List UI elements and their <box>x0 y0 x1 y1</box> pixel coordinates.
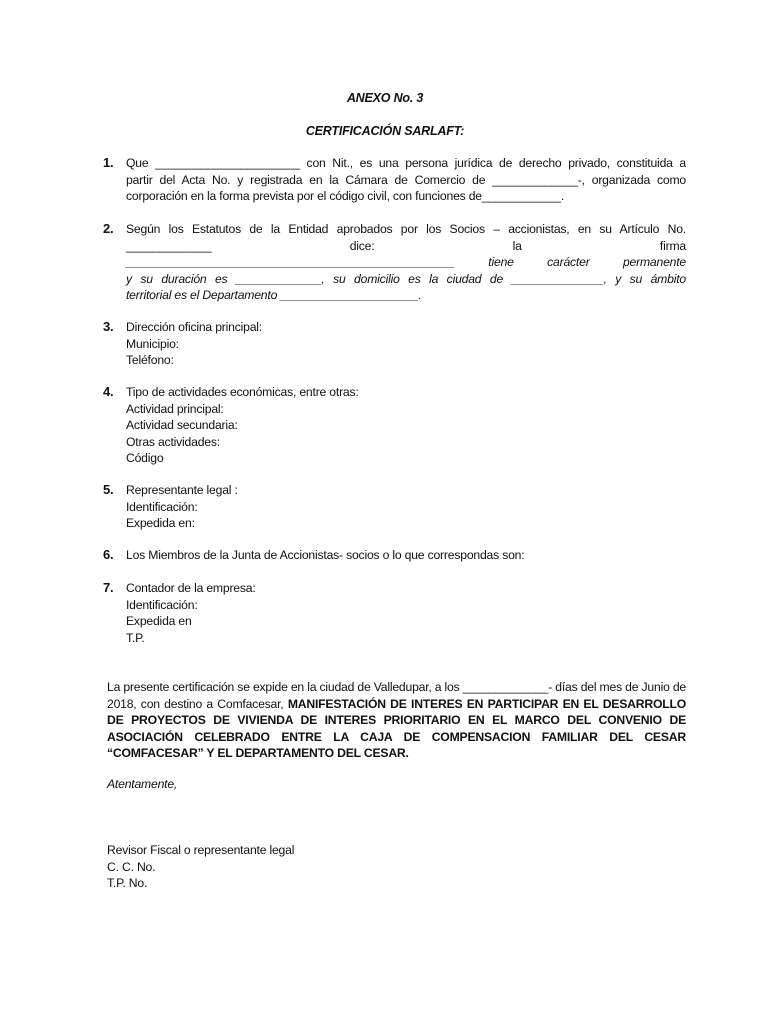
item-line: Actividad principal: <box>126 401 224 416</box>
item-line: Identificación: <box>126 499 198 514</box>
item-3 <box>103 319 686 369</box>
certification-purpose: MANIFESTACIÓN DE INTERES EN PARTICIPAR EN EL DESARROLLO DE PROYECTOS DE VIVIENDA DE INTERES PRIORITARIO EN EL MARCO DEL CONVENIO DE ASOCIACIÓN CELEBRADO ENTRE LA CAJA DE COMPENSACION FAMILIAR DEL CESAR “COMFACESAR” Y EL DEPARTAMENTO DEL CESAR. <box>107 696 687 760</box>
item-number: 1. <box>103 155 114 170</box>
item-line: Que ______________________ con Nit., es una persona jurídica de derecho privado, constituida a <box>126 156 686 170</box>
item-4 <box>103 384 686 467</box>
item-2 <box>103 221 686 304</box>
item-6 <box>103 547 686 564</box>
item-line: Municipio: <box>126 336 179 351</box>
item-7 <box>103 580 686 646</box>
item-line: Según los Estatutos de la Entidad aprobados por los Socios – accionistas, en su Artículo No. <box>126 222 686 236</box>
item-number: 5. <box>103 482 114 497</box>
item-5 <box>103 482 686 532</box>
item-line: __________________________________________________ tiene carácter permanente <box>126 255 686 269</box>
signature-tp: T.P. No. <box>107 876 148 890</box>
signature-id: C. C. No. <box>107 859 156 874</box>
document-title: ANEXO No. 3 <box>346 91 424 105</box>
item-1 <box>103 155 686 205</box>
item-number: 3. <box>103 319 114 334</box>
item-line: Los Miembros de la Junta de Accionistas- socios o lo que correspondas son: <box>126 548 525 562</box>
item-line: _____________ dice: la firma <box>126 238 686 253</box>
item-line: Expedida en <box>126 614 192 628</box>
certification-intro: La presente certificación se expide en la ciudad de Valledupar, a los _____________- días del mes de Junio de 2018, con destino a Comfacesar, <box>107 680 686 711</box>
item-number: 2. <box>103 221 114 236</box>
item-line: Teléfono: <box>126 353 174 367</box>
item-line: Otras actividades: <box>126 434 220 449</box>
item-line: Identificación: <box>126 597 198 612</box>
item-number: 7. <box>103 580 114 595</box>
item-number: 4. <box>103 384 114 399</box>
signature-block <box>107 842 686 892</box>
signature-role: Revisor Fiscal o representante legal <box>107 843 295 857</box>
item-line: Tipo de actividades económicas, entre otras: <box>126 385 359 399</box>
item-line: Código <box>126 451 164 465</box>
certification-paragraph <box>107 679 686 762</box>
item-line: Actividad secundaria: <box>126 418 238 432</box>
item-line: partir del Acta No. y registrada en la Cámara de Comercio de _____________-, organizada como <box>126 172 686 187</box>
item-line: Expedida en: <box>126 516 195 530</box>
item-line: Dirección oficina principal: <box>126 320 262 334</box>
item-line: T.P. <box>126 630 145 645</box>
item-line: y su duración es _____________, su domicilio es la ciudad de ______________, y su ámbito <box>126 271 686 286</box>
item-line: corporación en la forma prevista por el código civil, con funciones de____________. <box>126 189 565 203</box>
item-line: Representante legal : <box>126 483 238 497</box>
salutation: Atentamente, <box>107 777 178 791</box>
item-line: territorial es el Departamento _____________________. <box>126 288 422 302</box>
document-subtitle: CERTIFICACIÓN SARLAFT: <box>305 124 465 138</box>
item-number: 6. <box>103 547 114 562</box>
item-line: Contador de la empresa: <box>126 581 256 595</box>
